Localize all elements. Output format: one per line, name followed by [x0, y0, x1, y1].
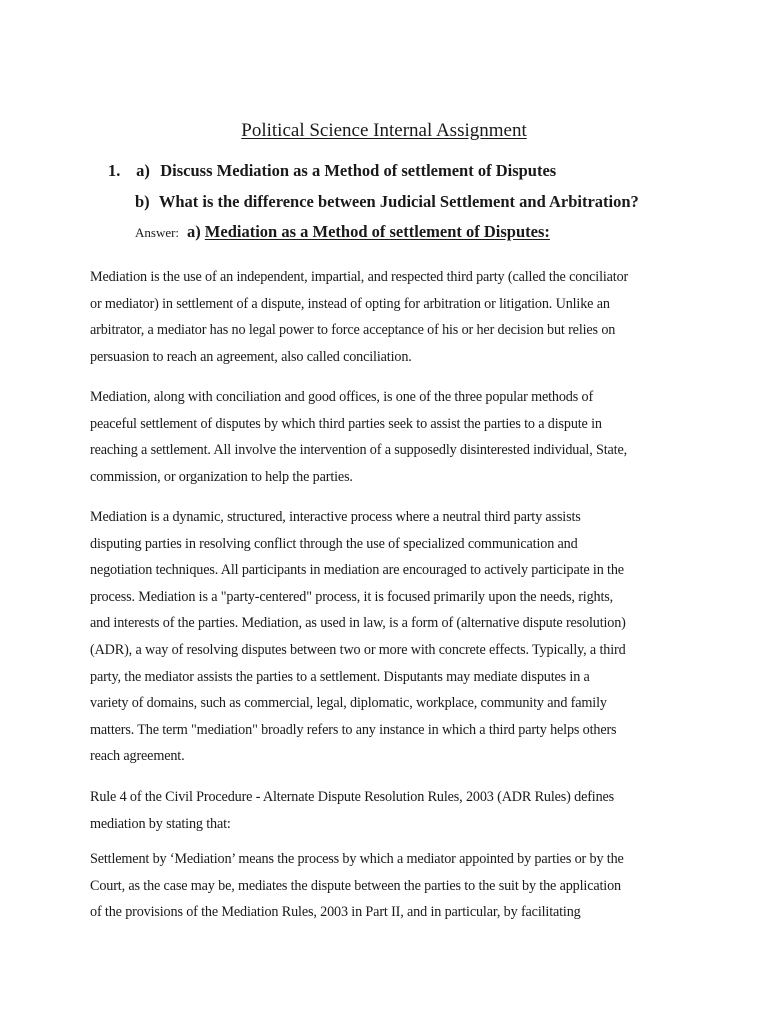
paragraph-line: matters. The term "mediation" broadly refers to any instance in which a third party helps others [90, 721, 617, 738]
question-part-a-text: Discuss Mediation as a Method of settlement of Disputes [160, 161, 557, 180]
question-part-b [135, 192, 639, 212]
answer-heading: Mediation as a Method of settlement of Disputes: [204, 222, 550, 241]
paragraph-4 [90, 784, 690, 837]
paragraph-line: process. Mediation is a "party-centered" process, it is focused primarily upon the needs, rights, [90, 588, 614, 605]
question-part-b-text: What is the difference between Judicial Settlement and Arbitration? [158, 192, 639, 211]
paragraph-line: peaceful settlement of disputes by which third parties seek to assist the parties to a dispute in [90, 415, 602, 432]
paragraph-line: Settlement by ‘Mediation’ means the process by which a mediator appointed by parties or by the [90, 851, 624, 867]
paragraph-line: disputing parties in resolving conflict through the use of specialized communication and [90, 535, 578, 552]
paragraph-2 [90, 384, 690, 490]
paragraph-line: (ADR), a way of resolving disputes between two or more with concrete effects. Typically, a third [90, 641, 626, 658]
paragraph-line: persuasion to reach an agreement, also called conciliation. [90, 348, 412, 365]
paragraph-3 [90, 504, 690, 770]
paragraph-line: Mediation, along with conciliation and good offices, is one of the three popular methods of [90, 389, 594, 405]
document-title: Political Science Internal Assignment [241, 120, 527, 141]
paragraph-line: arbitrator, a mediator has no legal power to force acceptance of his or her decision but relies on [90, 322, 616, 339]
paragraph-line: reaching a settlement. All involve the intervention of a supposedly disinterested individual, State, [90, 442, 628, 459]
paragraph-line: commission, or organization to help the parties. [90, 468, 353, 485]
paragraph-line: mediation by stating that: [90, 815, 231, 832]
paragraph-line: variety of domains, such as commercial, legal, diplomatic, workplace, community and family [90, 695, 607, 712]
paragraph-line: or mediator) in settlement of a dispute, instead of opting for arbitration or litigation. Unlike an [90, 295, 610, 312]
paragraph-line: Mediation is a dynamic, structured, interactive process where a neutral third party assists [90, 509, 581, 525]
paragraph-line: reach agreement. [90, 748, 185, 765]
answer-label: Answer: [135, 225, 180, 240]
paragraph-line: negotiation techniques. All participants in mediation are encouraged to actively participate in the [90, 562, 624, 579]
question-number: 1. [108, 161, 121, 180]
question-part-a-label: a) [136, 161, 150, 180]
paragraph-1 [90, 264, 690, 370]
paragraph-line: Court, as the case may be, mediates the dispute between the parties to the suit by the application [90, 877, 621, 894]
question-part-a [108, 161, 556, 181]
paragraph-5 [90, 846, 690, 926]
paragraph-line: party, the mediator assists the parties to a settlement. Disputants may mediate disputes in a [90, 668, 590, 685]
paragraph-line: and interests of the parties. Mediation, as used in law, is a form of (alternative dispute resolution) [90, 615, 626, 632]
paragraph-line: Mediation is the use of an independent, impartial, and respected third party (called the conciliator [90, 269, 629, 285]
paragraph-line: Rule 4 of the Civil Procedure - Alternate Dispute Resolution Rules, 2003 (ADR Rules) defines [90, 789, 615, 805]
answer-part-label: a) [187, 222, 201, 241]
question-part-b-label: b) [135, 192, 150, 211]
paragraph-line: of the provisions of the Mediation Rules, 2003 in Part II, and in particular, by facilitating [90, 904, 581, 921]
answer-heading-line [135, 222, 550, 242]
